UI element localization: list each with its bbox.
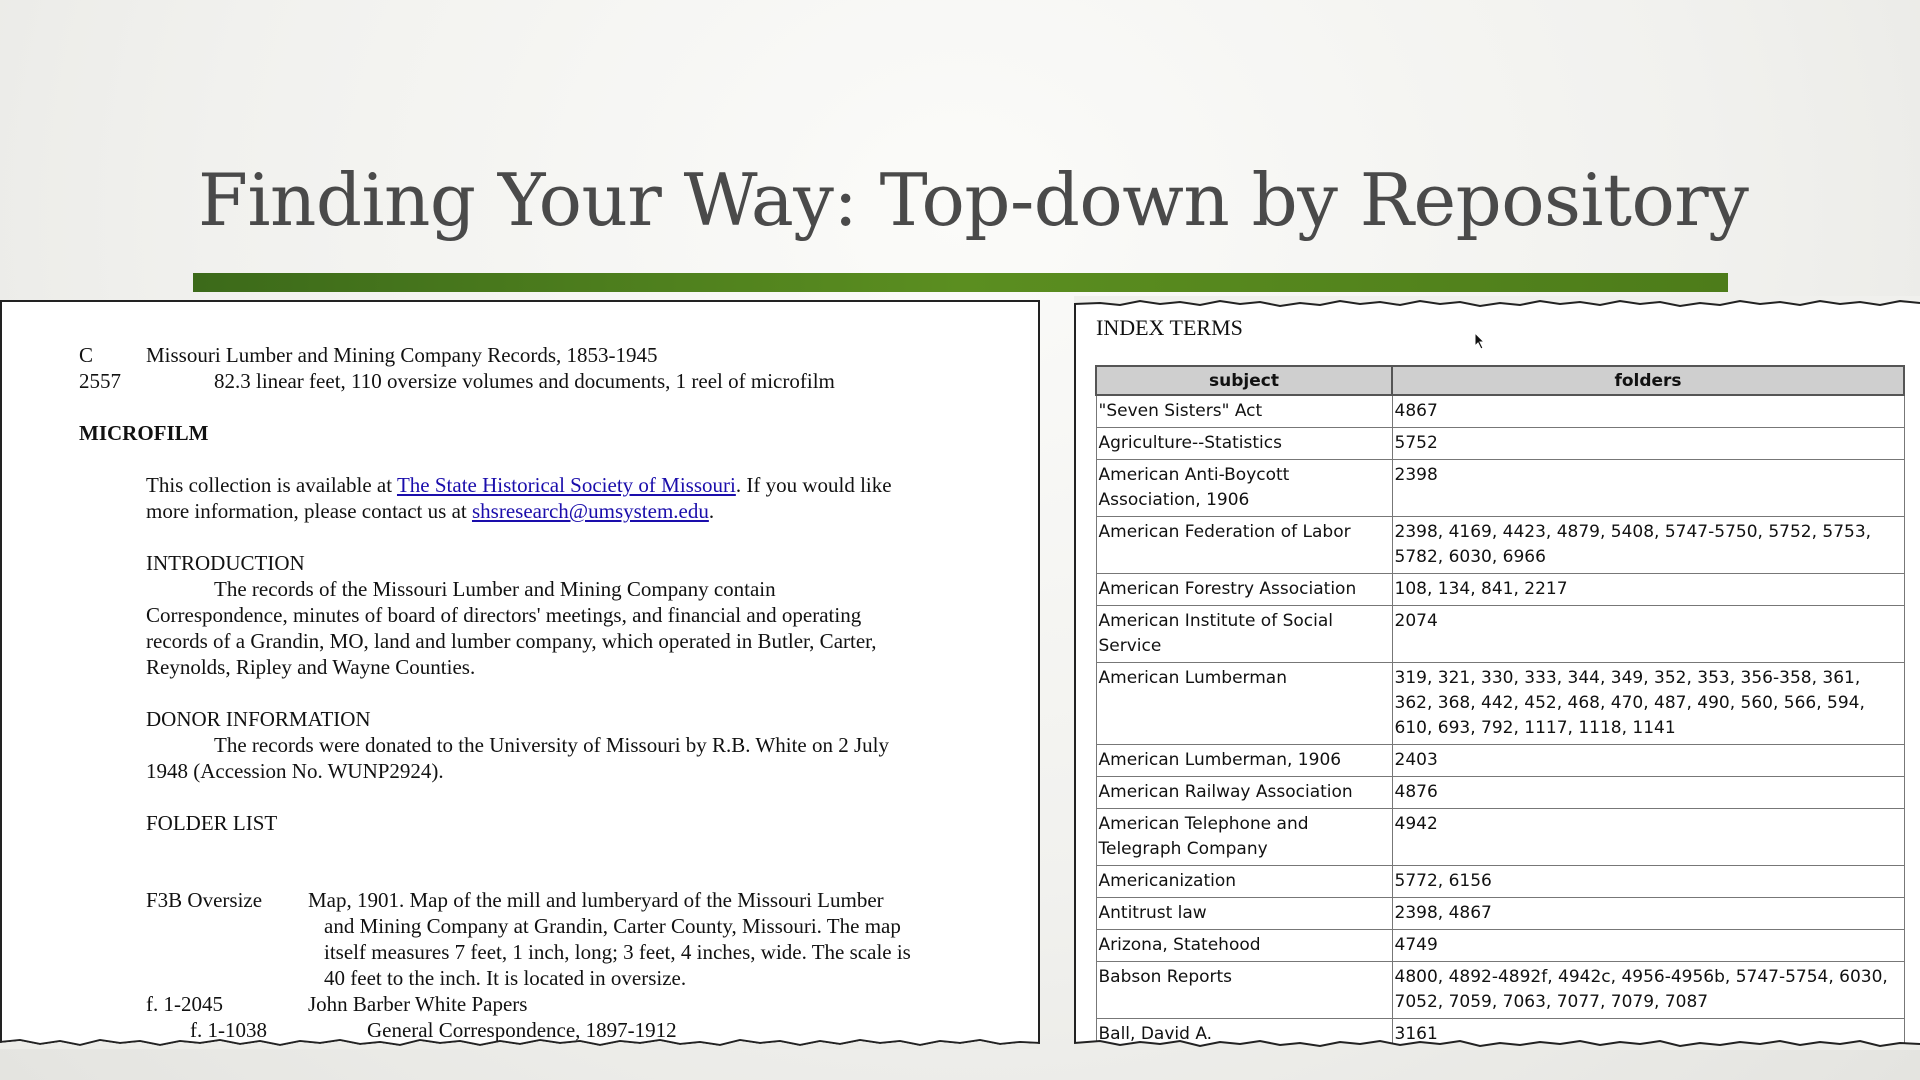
torn-edge-bottom <box>1074 1036 1920 1050</box>
introduction-line: Reynolds, Ripley and Wayne Counties. <box>146 655 476 679</box>
folders-cell: 4942 <box>1392 809 1904 866</box>
index-terms-panel <box>1074 303 1920 1045</box>
subject-cell: American Federation of Labor <box>1096 517 1392 574</box>
collection-code-number: 2557 <box>79 369 121 393</box>
mouse-pointer-icon <box>1474 332 1486 350</box>
folder-description-line: itself measures 7 feet, 1 inch, long; 3 feet, 4 inches, wide. The scale is <box>324 940 911 964</box>
folders-cell: 108, 134, 841, 2217 <box>1392 574 1904 606</box>
subject-cell: American Anti-Boycott Association, 1906 <box>1096 460 1392 517</box>
subject-cell: American Telephone and Telegraph Company <box>1096 809 1392 866</box>
introduction-line: The records of the Missouri Lumber and Mining Company contain <box>214 577 776 601</box>
folder-location: F3B Oversize <box>146 888 263 912</box>
folders-cell: 4876 <box>1392 777 1904 809</box>
folder-description-line: and Mining Company at Grandin, Carter County, Missouri. The map <box>324 914 901 938</box>
subject-cell: American Lumberman, 1906 <box>1096 745 1392 777</box>
folders-cell: 2074 <box>1392 606 1904 663</box>
folders-cell: 2398, 4169, 4423, 4879, 5408, 5747-5750, 5752, 5753, 5782, 6030, 6966 <box>1392 517 1904 574</box>
folder-description-line: Map, 1901. Map of the mill and lumberyard of the Missouri Lumber <box>308 888 884 912</box>
table-row <box>1096 460 1904 517</box>
table-row <box>1096 898 1904 930</box>
folders-cell: 2403 <box>1392 745 1904 777</box>
torn-edge-top <box>1074 296 1920 310</box>
shs-link[interactable]: The State Historical Society of Missouri <box>396 473 736 497</box>
folders-cell: 5772, 6156 <box>1392 866 1904 898</box>
subject-cell: "Seven Sisters" Act <box>1096 395 1392 428</box>
table-row <box>1096 809 1904 866</box>
collection-extent: 82.3 linear feet, 110 oversize volumes and documents, 1 reel of microfilm <box>214 369 835 393</box>
folders-cell: 5752 <box>1392 428 1904 460</box>
collection-title: Missouri Lumber and Mining Company Records, 1853-1945 <box>146 343 658 367</box>
table-row <box>1096 663 1904 745</box>
folder-description-line: 40 feet to the inch. It is located in oversize. <box>324 966 687 990</box>
introduction-line: Correspondence, minutes of board of directors' meetings, and financial and operating <box>146 603 862 627</box>
table-row <box>1096 428 1904 460</box>
table-row <box>1096 745 1904 777</box>
subject-cell: American Lumberman <box>1096 663 1392 745</box>
column-header-folders: folders <box>1392 366 1904 395</box>
folder-location: f. 1-1038 <box>190 1018 267 1042</box>
table-row <box>1096 606 1904 663</box>
folders-cell: 3161 <box>1392 1019 1904 1046</box>
folders-cell: 4800, 4892-4892f, 4942c, 4956-4956b, 5747-5754, 6030, 7052, 7059, 7063, 7077, 7079, 7087 <box>1392 962 1904 1019</box>
contact-email-link[interactable]: shsresearch@umsystem.edu <box>471 499 709 523</box>
folder-description-line: John Barber White Papers <box>308 992 528 1016</box>
table-row <box>1096 866 1904 898</box>
subject-cell: American Railway Association <box>1096 777 1392 809</box>
donor-line: 1948 (Accession No. WUNP2924). <box>146 759 444 783</box>
table-row <box>1096 777 1904 809</box>
subject-cell: Arizona, Statehood <box>1096 930 1392 962</box>
subject-cell: Agriculture--Statistics <box>1096 428 1392 460</box>
subject-cell: Ball, David A. <box>1096 1019 1392 1046</box>
index-terms-table <box>1095 365 1905 1045</box>
subject-cell: American Forestry Association <box>1096 574 1392 606</box>
column-header-subject: subject <box>1096 366 1392 395</box>
index-terms-title: INDEX TERMS <box>1096 315 1243 340</box>
folder-description-line: General Correspondence, 1897-1912 <box>367 1018 677 1042</box>
subject-cell: Babson Reports <box>1096 962 1392 1019</box>
donor-line: The records were donated to the University of Missouri by R.B. White on 2 July <box>214 733 889 757</box>
folders-cell: 2398 <box>1392 460 1904 517</box>
folder-list-heading: FOLDER LIST <box>146 811 278 835</box>
donor-heading: DONOR INFORMATION <box>146 707 371 731</box>
subject-cell: Americanization <box>1096 866 1392 898</box>
collection-code-letter: C <box>79 343 94 367</box>
availability-line-1: This collection is available at The State Historical Society of Missouri. If you would like <box>146 473 892 497</box>
folders-cell: 4749 <box>1392 930 1904 962</box>
torn-edge-left <box>0 1035 1040 1049</box>
subject-cell: American Institute of Social Service <box>1096 606 1392 663</box>
table-row <box>1096 962 1904 1019</box>
table-row <box>1096 395 1904 428</box>
table-row <box>1096 930 1904 962</box>
folders-cell: 2398, 4867 <box>1392 898 1904 930</box>
microfilm-heading: MICROFILM <box>79 421 209 445</box>
introduction-line: records of a Grandin, MO, land and lumber company, which operated in Butler, Carter, <box>146 629 877 653</box>
finding-aid-document <box>0 300 1040 1045</box>
folders-cell: 319, 321, 330, 333, 344, 349, 352, 353, 356-358, 361, 362, 368, 442, 452, 468, 470, 487, 490, 560, 566, 594, 610, 693, 792, 1117, 1118, 1141 <box>1392 663 1904 745</box>
title-accent-rule <box>193 273 1728 292</box>
introduction-heading: INTRODUCTION <box>146 551 305 575</box>
table-row <box>1096 517 1904 574</box>
subject-cell: Antitrust law <box>1096 898 1392 930</box>
table-header-row <box>1096 366 1904 395</box>
folder-location: f. 1-2045 <box>146 992 223 1016</box>
slide-title: Finding Your Way: Top-down by Repository <box>198 158 1749 242</box>
folders-cell: 4867 <box>1392 395 1904 428</box>
table-row <box>1096 574 1904 606</box>
availability-line-2: more information, please contact us at shsresearch@umsystem.edu. <box>146 499 715 523</box>
